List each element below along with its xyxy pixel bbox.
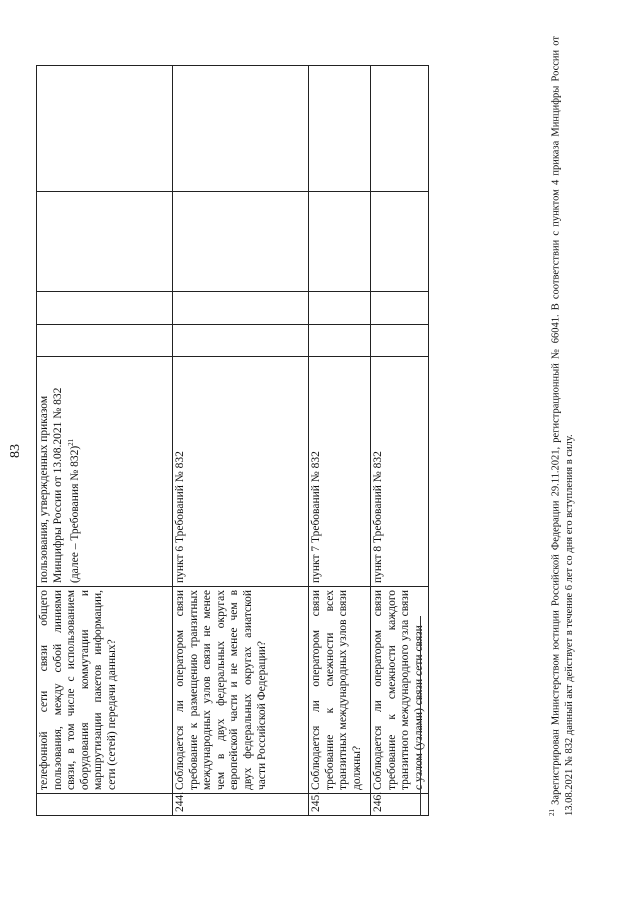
answer-no-cell	[309, 292, 371, 325]
answer-yes-cell	[173, 325, 309, 357]
not-applicable-cell	[309, 192, 371, 292]
table-row	[37, 66, 173, 816]
page-number: 83	[8, 444, 23, 458]
requirement-cell: пользования, утвержденных приказом Минцифры России от 13.08.2021 № 832 (далее – Требования № 832)$^{21}$	[37, 357, 173, 587]
requirement-cell: пункт 7 Требований № 832	[309, 357, 371, 587]
row-number: 245.	[309, 794, 371, 816]
footnote-mark: 21	[548, 809, 556, 816]
answer-no-cell	[371, 292, 429, 325]
footnote	[546, 36, 576, 816]
footnote-separator	[420, 616, 421, 816]
question-cell: Соблюдается ли оператором связи требование к смежности каждого транзитного международного узла связи с узлом (узлами) связи сети связи	[371, 587, 429, 794]
answer-no-cell	[37, 292, 173, 325]
checklist-table	[36, 65, 429, 816]
note-cell	[173, 66, 309, 192]
table-row	[173, 66, 309, 816]
table-row	[309, 66, 371, 816]
answer-no-cell	[173, 292, 309, 325]
question-cell: телефонной сети связи общего пользования, между собой линиями связи, в том числе с использованием оборудования коммутации и маршрутизации пакетов информации, сети (сетей) передачи данных?	[37, 587, 173, 794]
footnote-text: Зарегистрирован Министерством юстиции Российской Федерации 29.11.2021, регистрационный № 66041. В соответствии с пунктом 4 приказа Минцифры России от 13.08.2021 № 832 данный акт действует в течение 6 лет со дня его вступления в силу.	[550, 35, 575, 816]
note-cell	[37, 66, 173, 192]
not-applicable-cell	[371, 192, 429, 292]
note-cell	[309, 66, 371, 192]
requirement-cell: пункт 8 Требований № 832	[371, 357, 429, 587]
row-number: 246.	[371, 794, 429, 816]
row-number	[37, 794, 173, 816]
row-number: 244.	[173, 794, 309, 816]
question-cell: Соблюдается ли оператором связи требование к размещению транзитных международных узлов связи не менее чем в двух федеральных округах европейской части и не менее чем в двух федеральных округах азиатской части Российской Федерации?	[173, 587, 309, 794]
answer-yes-cell	[371, 325, 429, 357]
answer-yes-cell	[309, 325, 371, 357]
answer-yes-cell	[37, 325, 173, 357]
not-applicable-cell	[37, 192, 173, 292]
not-applicable-cell	[173, 192, 309, 292]
note-cell	[371, 66, 429, 192]
footnote-ref: 21	[67, 438, 76, 446]
question-cell: Соблюдается ли оператором связи требование к смежности всех транзитных международных узлов связи должны?	[309, 587, 371, 794]
requirement-cell: пункт 6 Требований № 832	[173, 357, 309, 587]
